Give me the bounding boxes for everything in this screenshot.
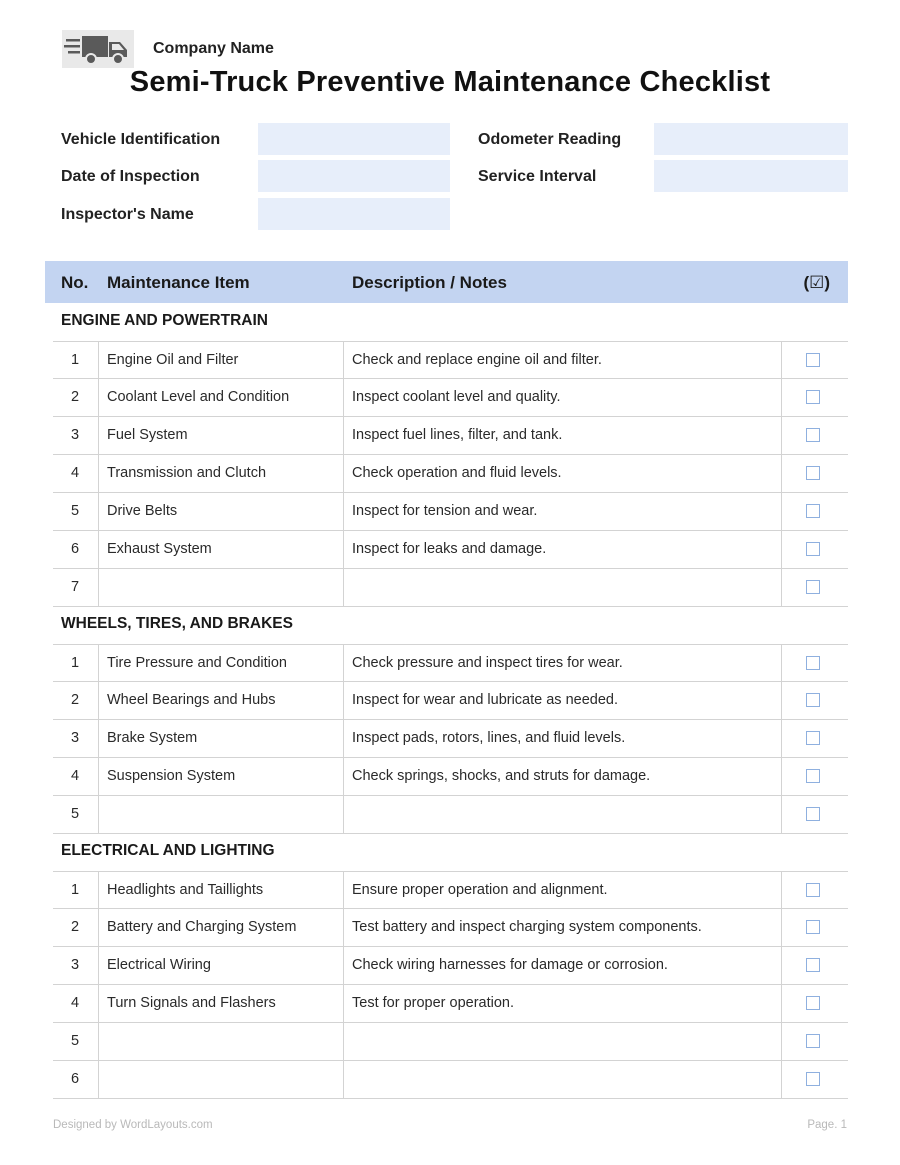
column-divider [781,569,782,606]
date-of-inspection-label: Date of Inspection [61,168,200,185]
table-row [53,569,848,607]
row-number: 5 [70,806,80,822]
service-interval-field[interactable] [654,160,848,192]
column-divider [781,682,782,719]
completion-checkbox[interactable] [806,353,820,367]
maintenance-item: Battery and Charging System [107,919,297,935]
column-divider [343,342,344,379]
column-divider [343,493,344,530]
table-header [45,261,848,303]
column-divider [343,417,344,454]
completion-checkbox[interactable] [806,996,820,1010]
truck-icon [62,30,134,68]
maintenance-item: Wheel Bearings and Hubs [107,692,276,708]
column-divider [98,909,99,946]
row-number: 4 [70,465,80,481]
date-of-inspection-field[interactable] [258,160,450,192]
description-notes: Check and replace engine oil and filter. [352,352,602,368]
column-divider [781,872,782,909]
table-row [53,796,848,834]
description-notes: Ensure proper operation and alignment. [352,882,608,898]
column-divider [343,645,344,682]
table-row [53,455,848,493]
column-divider [781,455,782,492]
maintenance-item: Coolant Level and Condition [107,389,290,405]
table-row [53,493,848,531]
column-header-item: Maintenance Item [107,273,250,292]
inspectors-name-field[interactable] [258,198,450,230]
table-row [53,644,848,682]
column-divider [98,796,99,833]
vehicle-identification-label: Vehicle Identification [61,131,221,148]
column-divider [98,417,99,454]
row-number: 3 [70,730,80,746]
row-number: 6 [70,1071,80,1087]
page-title: Semi-Truck Preventive Maintenance Checklist [129,66,771,98]
maintenance-item: Headlights and Taillights [107,882,264,898]
completion-checkbox[interactable] [806,466,820,480]
column-divider [781,417,782,454]
column-divider [98,379,99,416]
table-row [53,947,848,985]
column-divider [781,531,782,568]
description-notes: Inspect fuel lines, filter, and tank. [352,427,563,443]
row-number: 6 [70,541,80,557]
table-row [53,985,848,1023]
maintenance-item: Brake System [107,730,198,746]
column-divider [98,720,99,757]
column-divider [98,682,99,719]
maintenance-item: Transmission and Clutch [107,465,267,481]
column-divider [781,493,782,530]
row-number: 4 [70,768,80,784]
completion-checkbox[interactable] [806,883,820,897]
table-row [53,1061,848,1099]
table-row [53,1023,848,1061]
column-divider [98,569,99,606]
column-divider [343,758,344,795]
description-notes: Inspect pads, rotors, lines, and fluid levels. [352,730,626,746]
company-name: Company Name [153,40,274,57]
column-divider [343,531,344,568]
description-notes: Check operation and fluid levels. [352,465,562,481]
description-notes: Check wiring harnesses for damage or corrosion. [352,957,668,973]
row-number: 4 [70,995,80,1011]
maintenance-item: Fuel System [107,427,188,443]
completion-checkbox[interactable] [806,428,820,442]
description-notes: Check pressure and inspect tires for wear. [352,655,623,671]
row-number: 3 [70,427,80,443]
row-number: 7 [70,579,80,595]
column-divider [98,493,99,530]
column-divider [781,985,782,1022]
row-number: 3 [70,957,80,973]
column-divider [781,1023,782,1060]
column-divider [781,1061,782,1098]
column-divider [343,379,344,416]
table-row [53,720,848,758]
completion-checkbox[interactable] [806,693,820,707]
column-divider [98,872,99,909]
completion-checkbox[interactable] [806,1034,820,1048]
service-interval-label: Service Interval [478,168,597,185]
description-notes: Inspect for leaks and damage. [352,541,547,557]
section-heading: WHEELS, TIRES, AND BRAKES [61,615,293,632]
column-divider [781,720,782,757]
document-header [0,0,900,110]
completion-checkbox[interactable] [806,958,820,972]
page-number: Page. 1 [807,1119,847,1131]
column-divider [781,379,782,416]
row-number: 2 [70,919,80,935]
maintenance-item: Exhaust System [107,541,212,557]
column-divider [781,796,782,833]
completion-checkbox[interactable] [806,656,820,670]
column-divider [781,342,782,379]
description-notes: Inspect coolant level and quality. [352,389,561,405]
table-row [53,417,848,455]
inspectors-name-label: Inspector's Name [61,206,194,223]
maintenance-item: Drive Belts [107,503,178,519]
row-number: 5 [70,1033,80,1049]
column-divider [343,872,344,909]
table-row [53,682,848,720]
odometer-reading-field[interactable] [654,123,848,155]
row-number: 1 [70,655,80,671]
completion-checkbox[interactable] [806,580,820,594]
row-number: 1 [70,352,80,368]
row-number: 1 [70,882,80,898]
column-divider [781,947,782,984]
column-divider [98,985,99,1022]
row-number: 2 [70,692,80,708]
column-divider [343,909,344,946]
row-number: 2 [70,389,80,405]
maintenance-item: Electrical Wiring [107,957,211,973]
table-row [53,341,848,379]
section-heading: ENGINE AND POWERTRAIN [61,312,268,329]
completion-checkbox[interactable] [806,390,820,404]
table-row [53,909,848,947]
column-divider [98,947,99,984]
column-divider [343,985,344,1022]
column-header-no: No. [61,273,89,292]
description-notes: Inspect for tension and wear. [352,503,538,519]
column-divider [781,758,782,795]
completion-checkbox[interactable] [806,542,820,556]
column-header-description: Description / Notes [352,273,507,292]
table-row [53,379,848,417]
completion-checkbox[interactable] [806,769,820,783]
table-row [53,531,848,569]
description-notes: Test for proper operation. [352,995,515,1011]
completion-checkbox[interactable] [806,504,820,518]
maintenance-item: Suspension System [107,768,236,784]
column-divider [343,720,344,757]
column-divider [98,1061,99,1098]
footer-credit: Designed by WordLayouts.com [53,1119,213,1131]
column-divider [781,645,782,682]
table-row [53,871,848,909]
section-heading: ELECTRICAL AND LIGHTING [61,842,275,859]
completion-checkbox[interactable] [806,731,820,745]
column-divider [343,682,344,719]
column-divider [98,645,99,682]
description-notes: Inspect for wear and lubricate as needed. [352,692,618,708]
column-divider [343,796,344,833]
column-divider [343,455,344,492]
column-divider [98,1023,99,1060]
completion-checkbox[interactable] [806,1072,820,1086]
column-divider [98,758,99,795]
maintenance-item: Engine Oil and Filter [107,352,239,368]
table-row [53,758,848,796]
column-divider [343,947,344,984]
odometer-reading-label: Odometer Reading [478,131,622,148]
description-notes: Test battery and inspect charging system components. [352,919,702,935]
completion-checkbox[interactable] [806,920,820,934]
column-divider [343,569,344,606]
completion-checkbox[interactable] [806,807,820,821]
column-divider [98,455,99,492]
column-divider [343,1023,344,1060]
column-divider [343,1061,344,1098]
column-divider [98,531,99,568]
maintenance-item: Tire Pressure and Condition [107,655,287,671]
column-divider [98,342,99,379]
maintenance-item: Turn Signals and Flashers [107,995,276,1011]
column-divider [781,909,782,946]
column-header-check: (☑) [803,273,830,292]
description-notes: Check springs, shocks, and struts for damage. [352,768,651,784]
row-number: 5 [70,503,80,519]
vehicle-identification-field[interactable] [258,123,450,155]
